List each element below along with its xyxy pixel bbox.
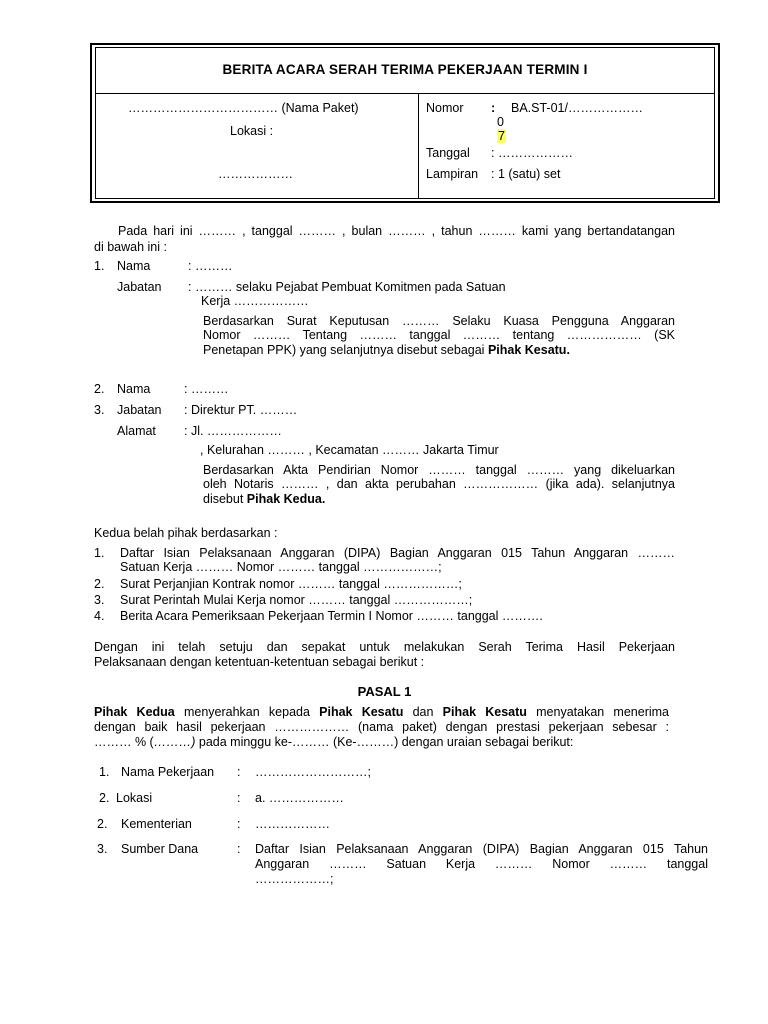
dasar-item-number: 4. (94, 609, 105, 623)
uraian-label: Nama Pekerjaan (121, 765, 215, 779)
uraian-value-cont: Anggaran ……… Satuan Kerja ……… Nomor ……… tanggal (255, 857, 708, 871)
dasar-item-number: 1. (94, 546, 105, 560)
party2-alamat-value: : Jl. ……………… (184, 424, 282, 438)
lampiran-label: Lampiran (426, 167, 479, 181)
uraian-value: ……………… (255, 817, 330, 831)
uraian-number: 3. (97, 842, 108, 856)
pihak-kesatu-bold: Pihak Kesatu (319, 705, 404, 719)
pihak-kedua-bold: Pihak Kedua (94, 705, 175, 719)
party1-sk-line1: Berdasarkan Surat Keputusan ……… Selaku Kuasa Pengguna Anggaran (203, 314, 675, 328)
uraian-value: a. ……………… (255, 791, 344, 805)
dasar-item-number: 3. (94, 593, 105, 607)
party1-nama-value: : ……… (188, 259, 233, 273)
party2-jabatan-value: : Direktur PT. ……… (184, 403, 298, 417)
nomor-line2: 0 (497, 115, 504, 129)
dasar-item-text: Surat Perintah Mulai Kerja nomor ……… tanggal ………………; (120, 593, 473, 607)
pasal1-line1 (94, 705, 669, 719)
pasal1-percent: ……… % ( (94, 735, 154, 749)
tanggal-value: : ……………… (491, 146, 573, 160)
pasal1-line3-text: pada minggu ke-……… (Ke-………) dengan uraian sebagai berikut: (195, 735, 574, 749)
party2-akta-line2: oleh Notaris ……… , dan akta perubahan ……………… (jika ada). selanjutnya (203, 477, 675, 491)
lampiran-value: : 1 (satu) set (491, 167, 561, 181)
lokasi-label: Lokasi : (230, 124, 274, 138)
nomor-colon: : (491, 101, 496, 115)
party1-jabatan-cont: Kerja ……………… (201, 294, 309, 308)
header-column-divider (418, 93, 419, 199)
pasal-1-heading: PASAL 1 (357, 684, 412, 699)
dasar-heading: Kedua belah pihak berdasarkan : (94, 526, 278, 540)
nomor-value: BA.ST-01/……………… (511, 101, 643, 115)
pasal1-text: menyatakan menerima (526, 705, 670, 719)
uraian-label: Sumber Dana (121, 842, 199, 856)
nomor-label: Nomor (426, 101, 464, 115)
party1-number: 1. (94, 259, 105, 273)
party2-akta-line1: Berdasarkan Akta Pendirian Nomor ……… tanggal ……… yang dikeluarkan (203, 463, 675, 477)
pasal1-percent-words: ………) (153, 735, 196, 749)
uraian-colon: : (237, 817, 241, 831)
party1-sk-line3-text: Penetapan PPK) yang selanjutnya disebut sebagai (203, 343, 485, 357)
lokasi-value: ……………… (218, 167, 293, 181)
uraian-label: Lokasi (116, 791, 153, 805)
pihak-kesatu-label: Pihak Kesatu. (487, 343, 570, 357)
party2-alamat-label: Alamat (117, 424, 156, 438)
party2-jabatan-label: Jabatan (117, 403, 162, 417)
dasar-item-number: 2. (94, 577, 105, 591)
dasar-item-text: Surat Perjanjian Kontrak nomor ……… tanggal ………………; (120, 577, 462, 591)
party1-jabatan-label: Jabatan (117, 280, 162, 294)
party2-nama-label: Nama (117, 382, 151, 396)
uraian-value: Daftar Isian Pelaksanaan Anggaran (DIPA) Bagian Anggaran 015 Tahun (255, 842, 708, 856)
nomor-line3-highlight: 7 (498, 129, 505, 143)
party2-akta-line3-text: disebut (203, 492, 244, 506)
dasar-item-text: Daftar Isian Pelaksanaan Anggaran (DIPA) Bagian Anggaran 015 Tahun Anggaran ……… (120, 546, 675, 560)
pihak-kesatu-bold: Pihak Kesatu (442, 705, 527, 719)
intro-line2: di bawah ini : (94, 240, 167, 254)
party2-number: 2. (94, 382, 105, 396)
party2-akta-line3 (203, 492, 325, 506)
uraian-number: 2. (97, 817, 108, 831)
document-title: BERITA ACARA SERAH TERIMA PEKERJAAN TERMIN I (222, 62, 588, 77)
pasal1-text: dan (403, 705, 443, 719)
uraian-label: Kementerian (121, 817, 192, 831)
uraian-number: 1. (99, 765, 110, 779)
intro-line1: Pada hari ini ……… , tanggal ……… , bulan ……… , tahun ……… kami yang bertandatangan (118, 224, 675, 238)
setuju-line1: Dengan ini telah setuju dan sepakat untuk melakukan Serah Terima Hasil Pekerjaan (94, 640, 675, 654)
party1-jabatan-value: : ……… selaku Pejabat Pembuat Komitmen pada Satuan (188, 280, 506, 294)
uraian-colon: : (237, 791, 241, 805)
party1-nama-label: Nama (117, 259, 151, 273)
pasal1-line3 (94, 735, 573, 749)
uraian-value: ………………………; (255, 765, 371, 779)
pasal1-line2: dengan baik hasil pekerjaan ……………… (nama paket) dengan prestasi pekerjaan sebesar : (94, 720, 669, 734)
setuju-line2: Pelaksanaan dengan ketentuan-ketentuan sebagai berikut : (94, 655, 425, 669)
dasar-item-text-cont: Satuan Kerja ……… Nomor ……… tanggal ………………; (120, 560, 442, 574)
uraian-colon: : (237, 842, 241, 856)
uraian-number: 2. (99, 791, 110, 805)
header-divider (95, 93, 715, 94)
pasal1-text: menyerahkan kepada (174, 705, 320, 719)
party1-sk-line3 (203, 343, 570, 357)
tanggal-label: Tanggal (426, 146, 470, 160)
party2-kelurahan: , Kelurahan ……… , Kecamatan ……… Jakarta Timur (200, 443, 499, 457)
uraian-value-cont: ………………; (255, 872, 334, 886)
nama-paket: ……………………………… (Nama Paket) (128, 101, 359, 115)
uraian-colon: : (237, 765, 241, 779)
party1-sk-line2: Nomor ……… Tentang ……… tanggal ……… tentang ……………… (SK (203, 328, 675, 342)
dasar-item-text: Berita Acara Pemeriksaan Pekerjaan Termin I Nomor ……… tanggal ………. (120, 609, 543, 623)
pihak-kedua-label: Pihak Kedua. (246, 492, 326, 506)
party2-jabatan-number: 3. (94, 403, 105, 417)
party2-nama-value: : ……… (184, 382, 229, 396)
